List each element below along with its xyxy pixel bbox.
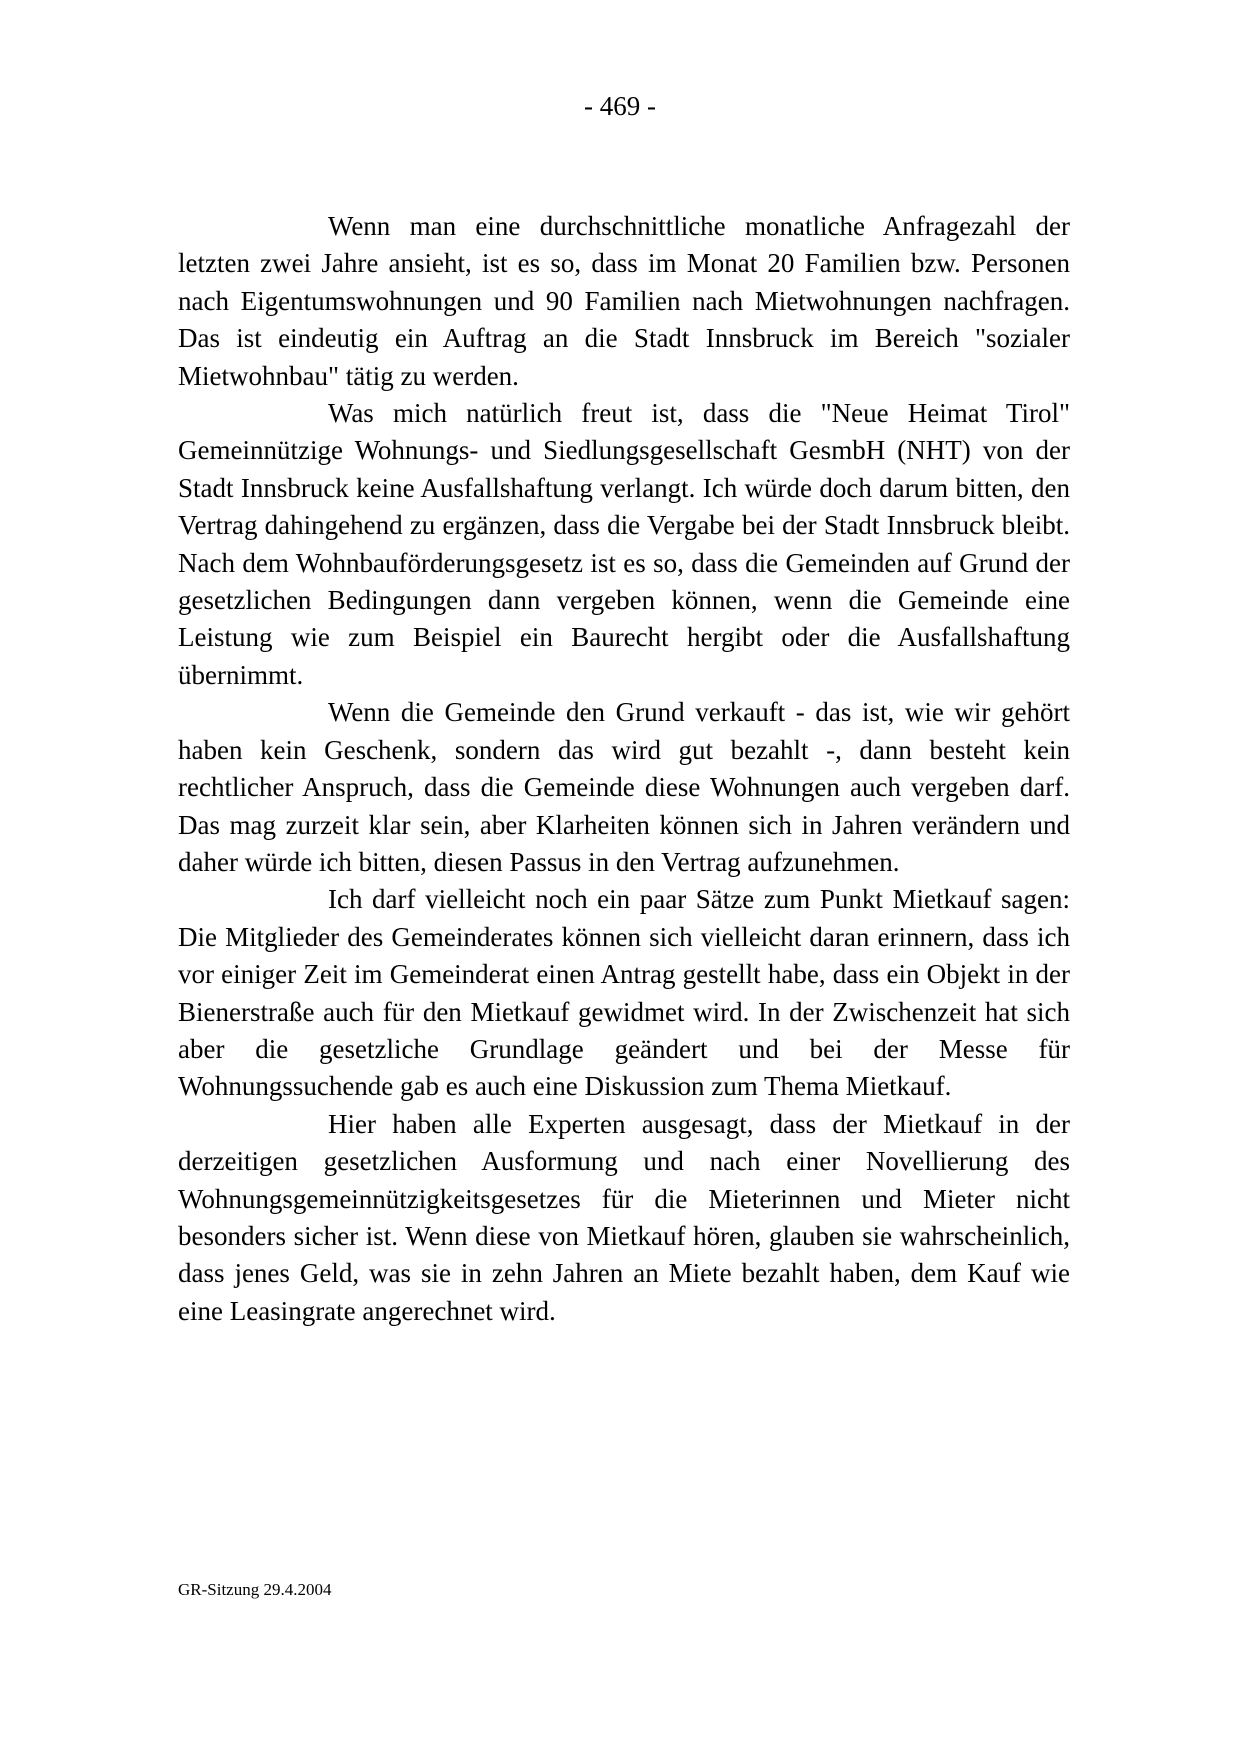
paragraph-1: Wenn man eine durchschnittliche monatliche Anfragezahl der letzten zwei Jahre ansieht, ist es so, dass im Monat 20 Familien bzw. Personen nach Eigentumswohnungen und 90 Familien nach Mietwohnungen nachfragen. Das ist eindeutig ein Auftrag an die Stadt Innsbruck im Bereich "sozialer Mietwohnbau" tätig zu werden. (178, 211, 1070, 391)
page-footer: GR-Sitzung 29.4.2004 (178, 1580, 332, 1599)
page-number: - 469 - (584, 91, 656, 121)
paragraph-4: Ich darf vielleicht noch ein paar Sätze zum Punkt Mietkauf sagen: Die Mitglieder des Gemeinderates können sich vielleicht daran erinnern, dass ich vor einiger Zeit im Gemeinderat einen Antrag gestellt habe, dass ein Objekt in der Bienerstraße auch für den Mietkauf gewidmet wird. In der Zwischenzeit hat sich aber die gesetzliche Grundlage geändert und bei der Messe für Wohnungssuchende gab es auch eine Diskussion zum Thema Mietkauf. (178, 884, 1070, 1102)
paragraph-2: Was mich natürlich freut ist, dass die "Neue Heimat Tirol" Gemeinnützige Wohnungs- und Siedlungsgesellschaft GesmbH (NHT) von der Stadt Innsbruck keine Ausfallshaftung verlangt. Ich würde doch darum bitten, den Vertrag dahingehend zu ergänzen, dass die Vergabe bei der Stadt Innsbruck bleibt. Nach dem Wohnbauförderungsgesetz ist es so, dass die Gemeinden auf Grund der gesetzlichen Bedingungen dann vergeben können, wenn die Gemeinde eine Leistung wie zum Beispiel ein Baurecht hergibt oder die Ausfallshaftung übernimmt. (178, 398, 1070, 690)
paragraph-3: Wenn die Gemeinde den Grund verkauft - das ist, wie wir gehört haben kein Geschenk, sondern das wird gut bezahlt -, dann besteht kein rechtlicher Anspruch, dass die Gemeinde diese Wohnungen auch vergeben darf. Das mag zurzeit klar sein, aber Klarheiten können sich in Jahren verändern und daher würde ich bitten, diesen Passus in den Vertrag aufzunehmen. (178, 697, 1070, 877)
paragraph-5: Hier haben alle Experten ausgesagt, dass der Mietkauf in der derzeitigen gesetzlichen Ausformung und nach einer Novellierung des Wohnungsgemeinnützigkeitsgesetzes für die Mieterinnen und Mieter nicht besonders sicher ist. Wenn diese von Mietkauf hören, glauben sie wahrscheinlich, dass jenes Geld, was sie in zehn Jahren an Miete bezahlt haben, dem Kauf wie eine Leasingrate angerechnet wird. (178, 1108, 1070, 1326)
document-body (178, 208, 1070, 1330)
